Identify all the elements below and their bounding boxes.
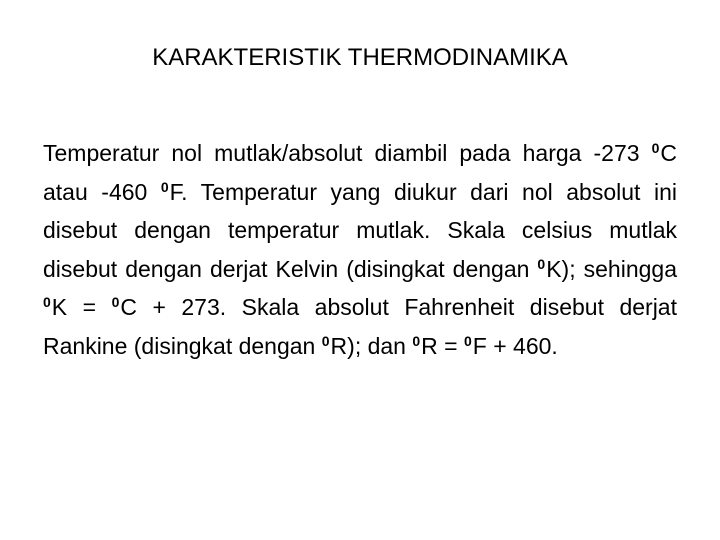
degree-superscript: 0 (111, 294, 120, 310)
slide-title: KARAKTERISTIK THERMODINAMIKA (152, 44, 568, 71)
body-text-run: R = (421, 332, 464, 359)
body-text-run: K = (51, 294, 112, 320)
body-paragraph (43, 134, 677, 365)
degree-superscript: 0 (464, 332, 472, 349)
body-text-run: C + 273. Skala absolut Fahrenheit disebut derjat Rankine (disingkat dengan (43, 294, 677, 359)
degree-superscript: 0 (160, 178, 169, 195)
degree-superscript: 0 (412, 332, 421, 349)
body-text-run: F. Temperatur yang diukur dari nol absolut ini disebut dengan temperatur mutlak. Skala celsius mutlak disebut dengan derjat Kelvin (disingkat dengan (43, 178, 677, 282)
degree-superscript: 0 (651, 140, 660, 156)
body-text-run: F + 460. (472, 332, 558, 359)
degree-superscript: 0 (321, 332, 330, 349)
body-text-run: C atau -460 (43, 140, 677, 205)
body-text-run: Temperatur nol mutlak/absolut diambil pada harga -273 (43, 140, 652, 166)
body-text-run: R); dan (330, 332, 413, 359)
degree-superscript: 0 (537, 255, 546, 272)
body-text-run: K); sehingga (546, 255, 677, 282)
degree-superscript: 0 (43, 294, 51, 310)
